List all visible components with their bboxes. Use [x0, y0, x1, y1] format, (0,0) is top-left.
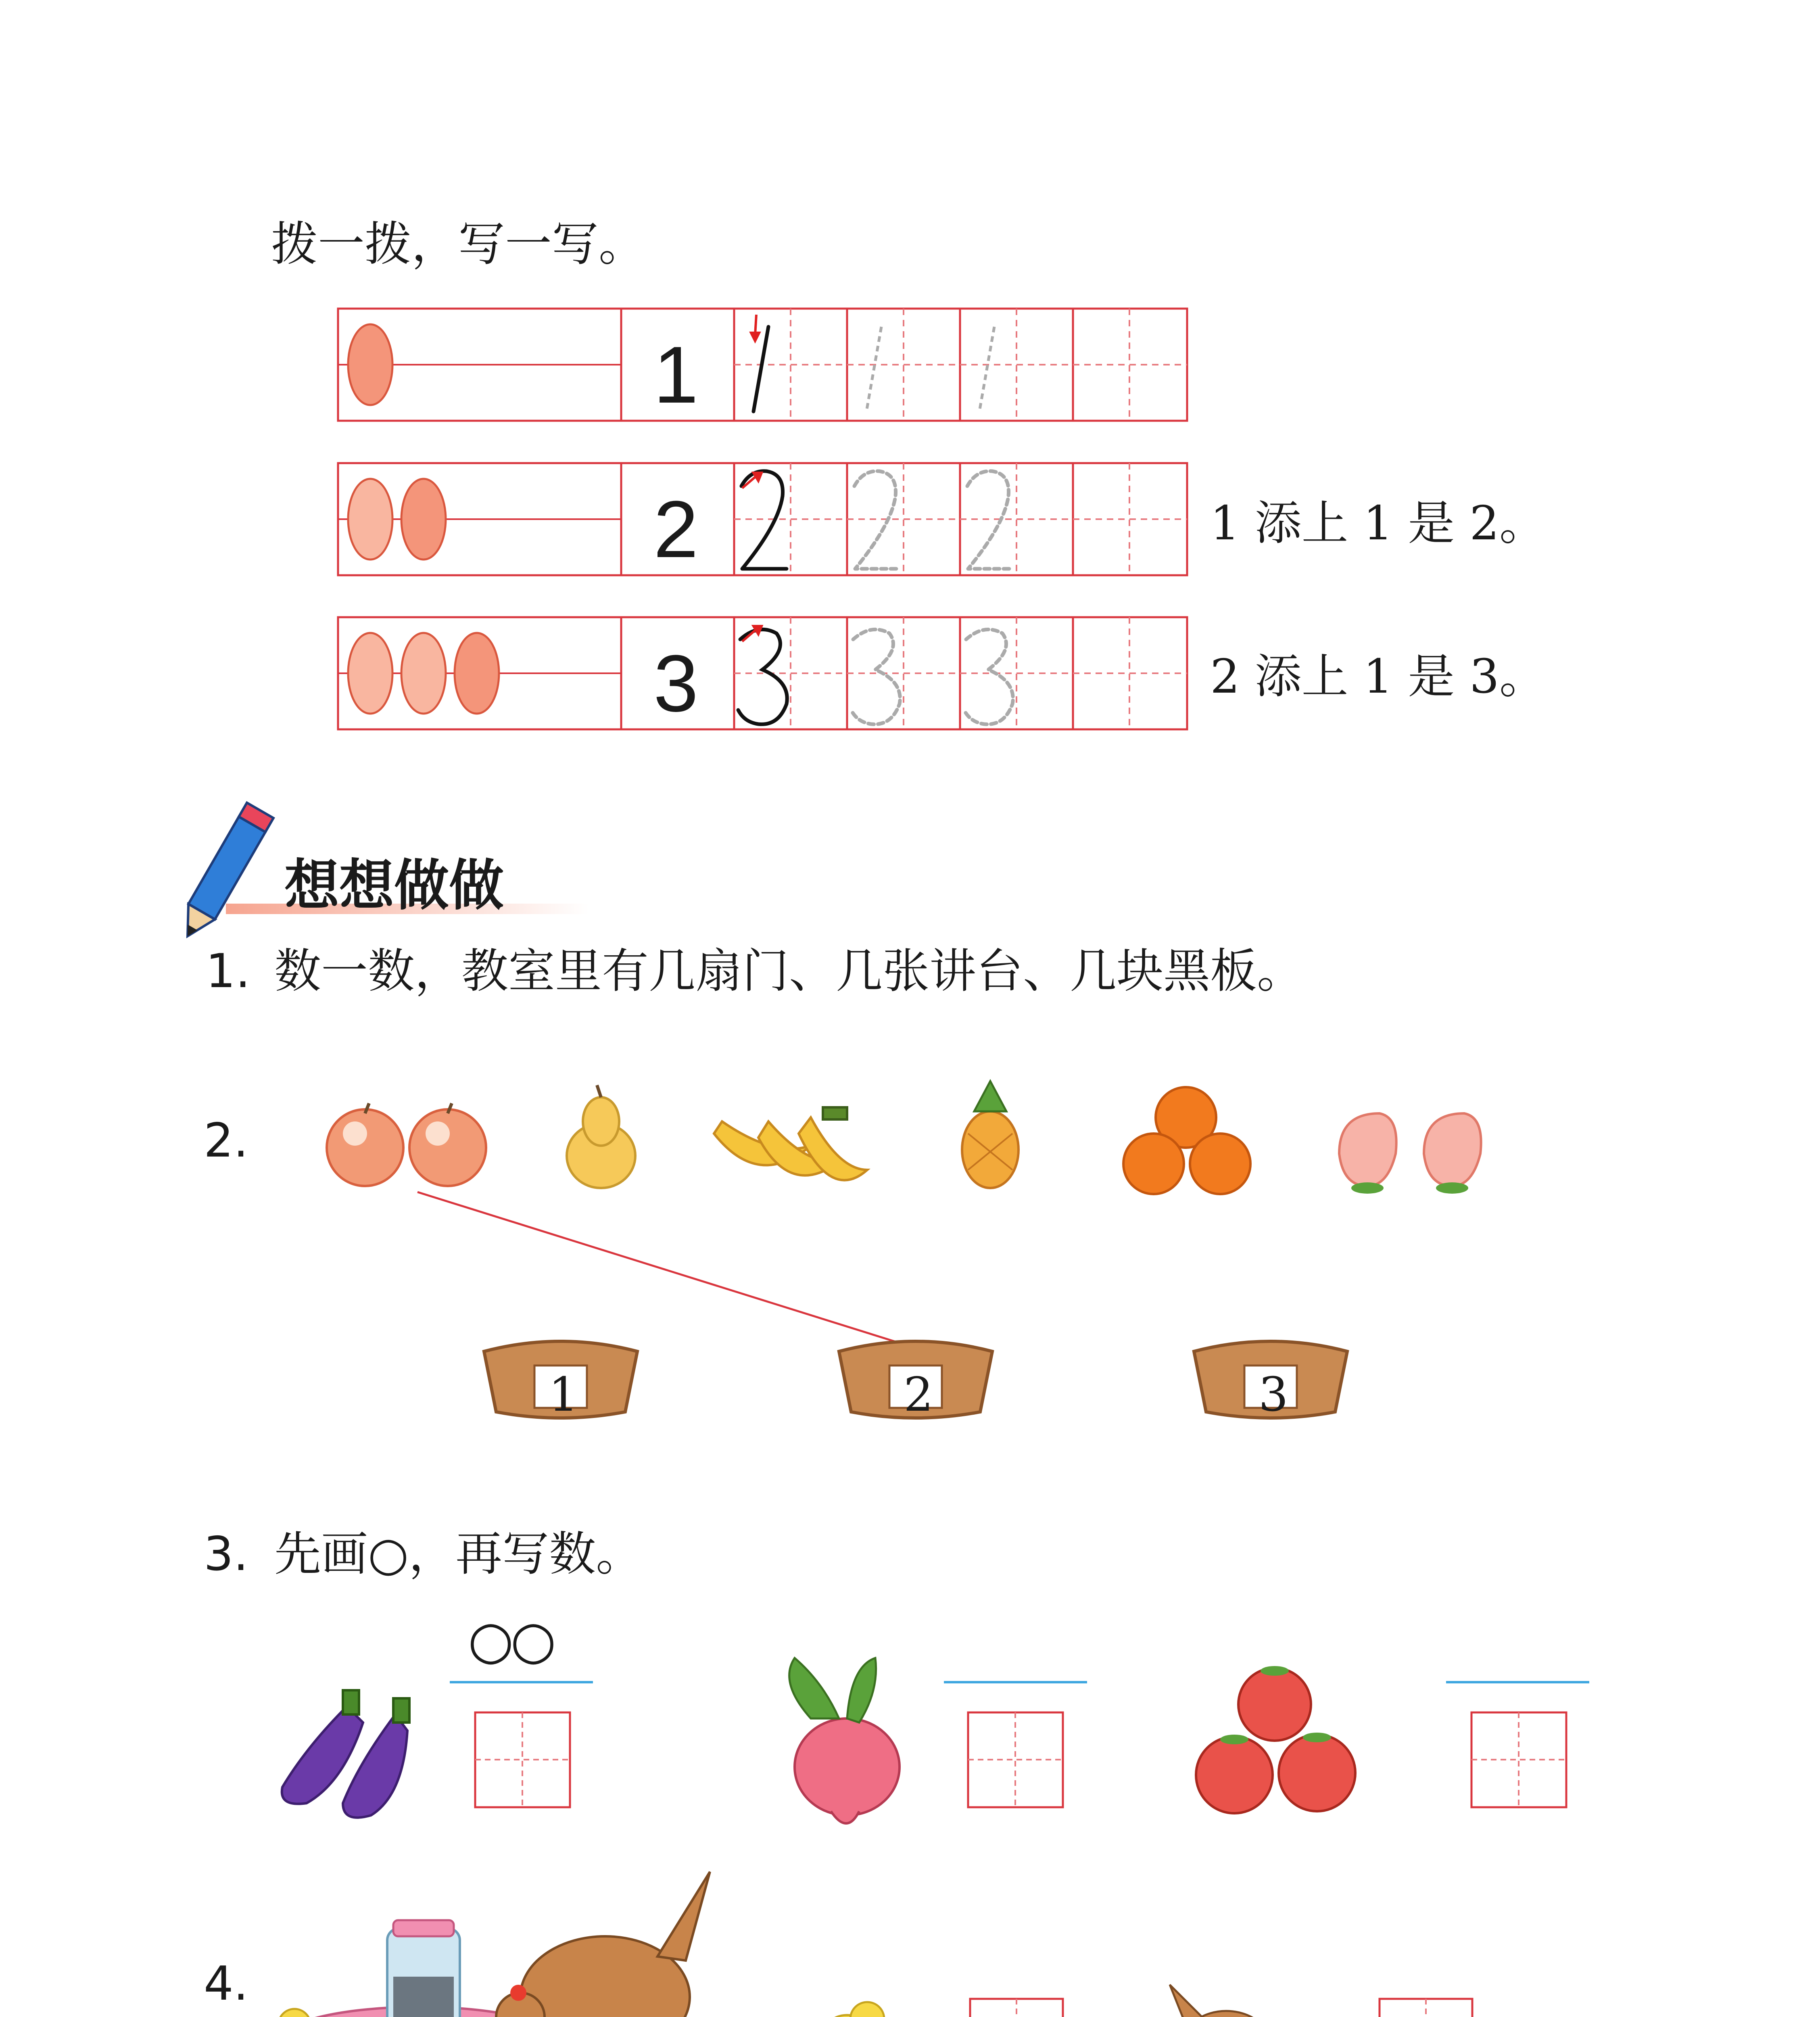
pineapple-image — [962, 1081, 1019, 1188]
row-2-digit: 2 — [653, 484, 699, 574]
bead — [455, 633, 499, 714]
chick-icon — [819, 2002, 893, 2017]
instruction-text: 拨一拨，写一写。 — [271, 217, 645, 271]
bead — [401, 633, 446, 714]
oranges-image — [1123, 1087, 1250, 1194]
row-1-digit: 1 — [653, 330, 699, 420]
bead — [401, 479, 446, 560]
eggplants-image — [282, 1690, 409, 1818]
hen-icon — [1170, 1985, 1291, 2017]
row-3-note: 2 添上 1 是 3。 — [1210, 649, 1546, 704]
q3-number: 3. — [204, 1527, 248, 1581]
peaches-image — [1339, 1113, 1481, 1194]
bead — [348, 633, 392, 714]
row-3-digit: 3 — [653, 639, 699, 729]
q4-art — [0, 1856, 1820, 2017]
basket-2-label: 2 — [904, 1368, 933, 1422]
feeder-scene-image — [278, 1872, 710, 2017]
basket-3-label: 3 — [1259, 1368, 1288, 1422]
basket-1-label: 1 — [549, 1368, 578, 1422]
section-title: 想想做做 — [284, 854, 504, 918]
row-2-note: 1 添上 1 是 2。 — [1210, 496, 1546, 551]
q3-text: 先画○，再写数。 — [274, 1527, 643, 1581]
q1-number: 1. — [206, 944, 250, 998]
tomatoes-image — [1196, 1668, 1355, 1813]
pear-image — [567, 1085, 635, 1188]
radish-image — [789, 1658, 900, 1823]
apples-image — [327, 1103, 486, 1186]
q3-example-circles: ○○ — [468, 1609, 553, 1670]
bead — [348, 479, 392, 560]
bead — [348, 324, 392, 405]
section-header-art — [0, 807, 1820, 928]
bananas-image — [714, 1107, 867, 1180]
counting-grid — [0, 0, 1820, 766]
q2-number: 2. — [204, 1113, 248, 1168]
pencil-icon — [174, 803, 273, 944]
q1-text: 数一数，教室里有几扇门、几张讲台、几块黑板。 — [274, 944, 1304, 998]
q4-number: 4. — [204, 1956, 248, 2011]
match-line — [417, 1192, 914, 1347]
